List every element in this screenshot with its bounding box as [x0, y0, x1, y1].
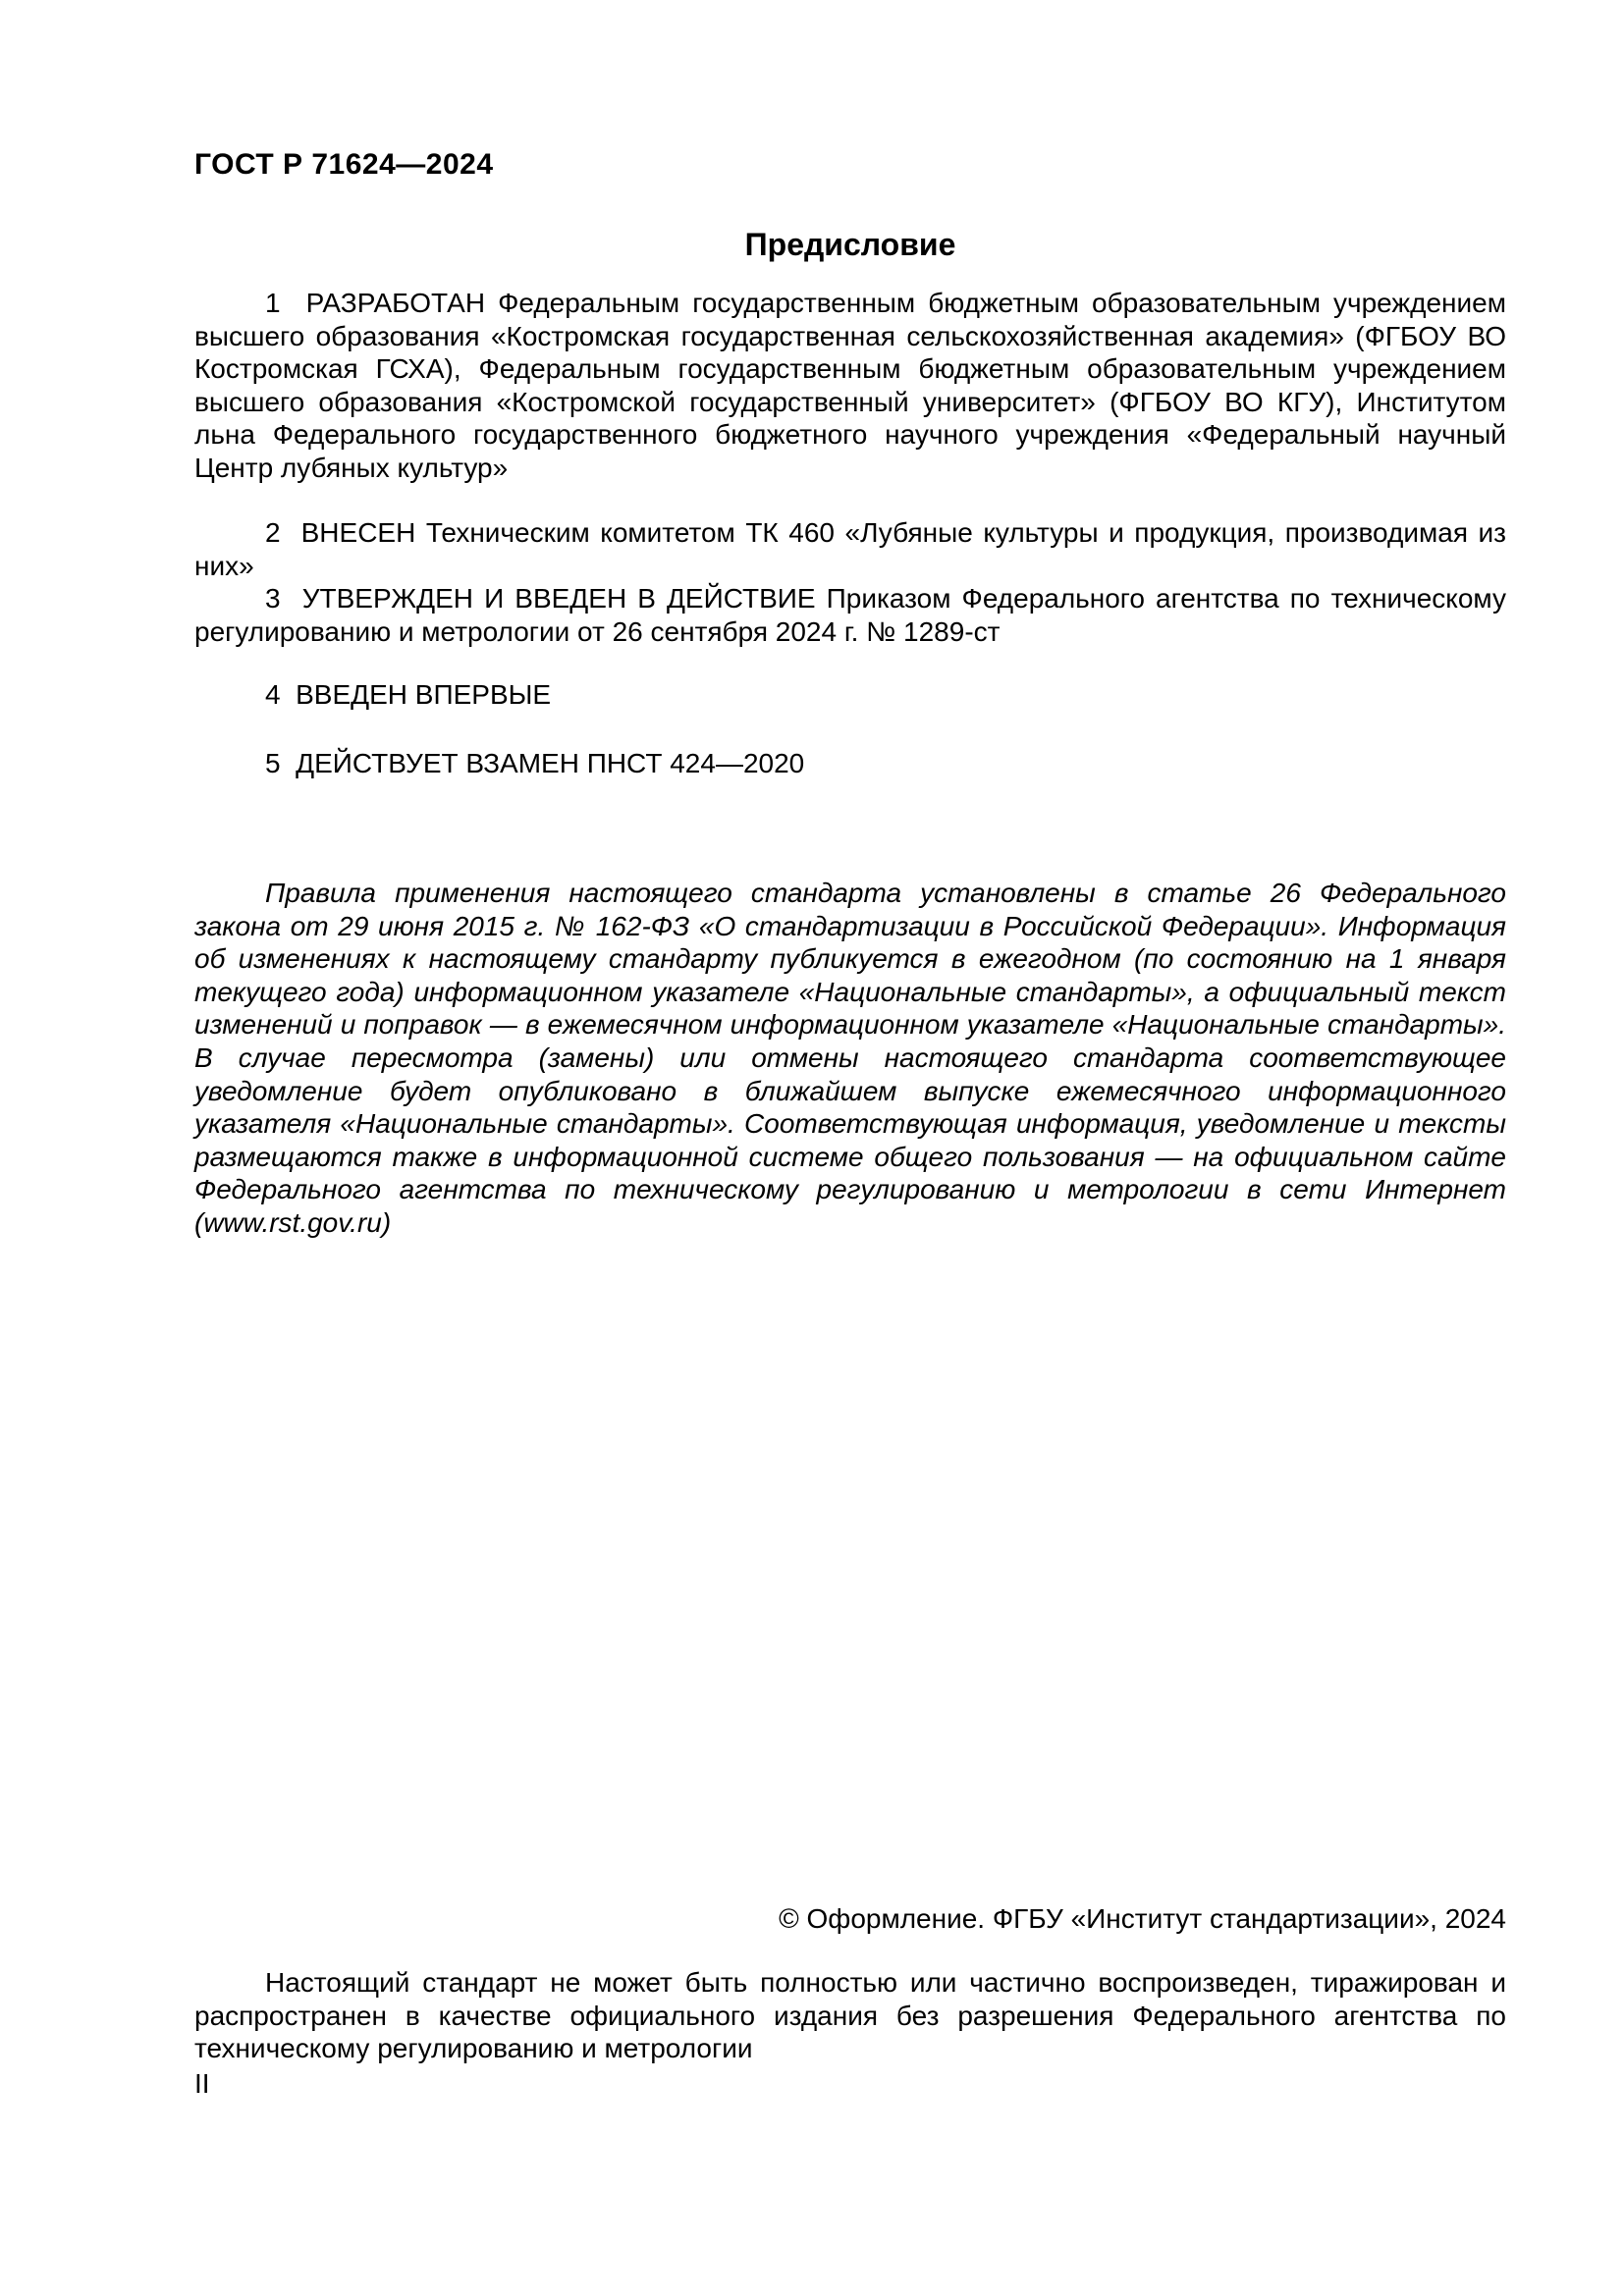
foreword-item-3-approved: 3 УТВЕРЖДЕН И ВВЕДЕН В ДЕЙСТВИЕ Приказом Федерального агентства по техническому регулированию и метрологии от 26 сентября 2024 г. № 1289-ст [194, 583, 1506, 647]
copyright-line: © Оформление. ФГБУ «Институт стандартизации», 2024 [779, 1903, 1506, 1934]
page-number: II [194, 2068, 210, 2099]
page-title: Предисловие [744, 227, 956, 262]
foreword-item-1-developed: 1 РАЗРАБОТАН Федеральным государственным бюджетным образовательным учреждением высшего образования «Костромская государственная сельскохозяйственная академия» (ФГБОУ ВО Костромская ГСХА), Федеральным государственным бюджетным образовательным учреждением высшего образования «Костромской государственный университет» (ФГБОУ ВО КГУ), Институтом льна Федерального государственного бюджетного научного учреждения «Федеральный научный Центр лубяных культур» [194, 288, 1506, 483]
foreword-item-2-submitted: 2 ВНЕСЕН Техническим комитетом ТК 460 «Лубяные культуры и продукция, производимая из них» [194, 517, 1506, 581]
reproduction-notice: Настоящий стандарт не может быть полностью или частично воспроизведен, тиражирован и распространен в качестве официального издания без разрешения Федерального агентства по техническому регулированию и метрологии [194, 1967, 1506, 2064]
foreword-item-4-introduced: 4 ВВЕДЕН ВПЕРВЫЕ [265, 679, 552, 710]
document-number: ГОСТ Р 71624—2024 [194, 148, 494, 181]
foreword-item-5-replaces: 5 ДЕЙСТВУЕТ ВЗАМЕН ПНСТ 424—2020 [265, 748, 805, 778]
legal-notice: Правила применения настоящего стандарта установлены в статье 26 Федерального закона от 29 июня 2015 г. № 162-ФЗ «О стандартизации в Российской Федерации». Информация об изменениях к настоящему стандарту публикуется в ежегодном (по состоянию на 1 января текущего года) информационном указателе «Национальные стандарты», а официальный текст изменений и поправок — в ежемесячном информационном указателе «Национальные стандарты». В случае пересмотра (замены) или отмены настоящего стандарта соответствующее уведомление будет опубликовано в ближайшем выпуске ежемесячного информационного указателя «Национальные стандарты». Соответствующая информация, уведомление и тексты размещаются также в информационной системе общего пользования — на официальном сайте Федерального агентства по техническому регулированию и метрологии в сети Интернет (www.rst.gov.ru) [194, 878, 1506, 1238]
